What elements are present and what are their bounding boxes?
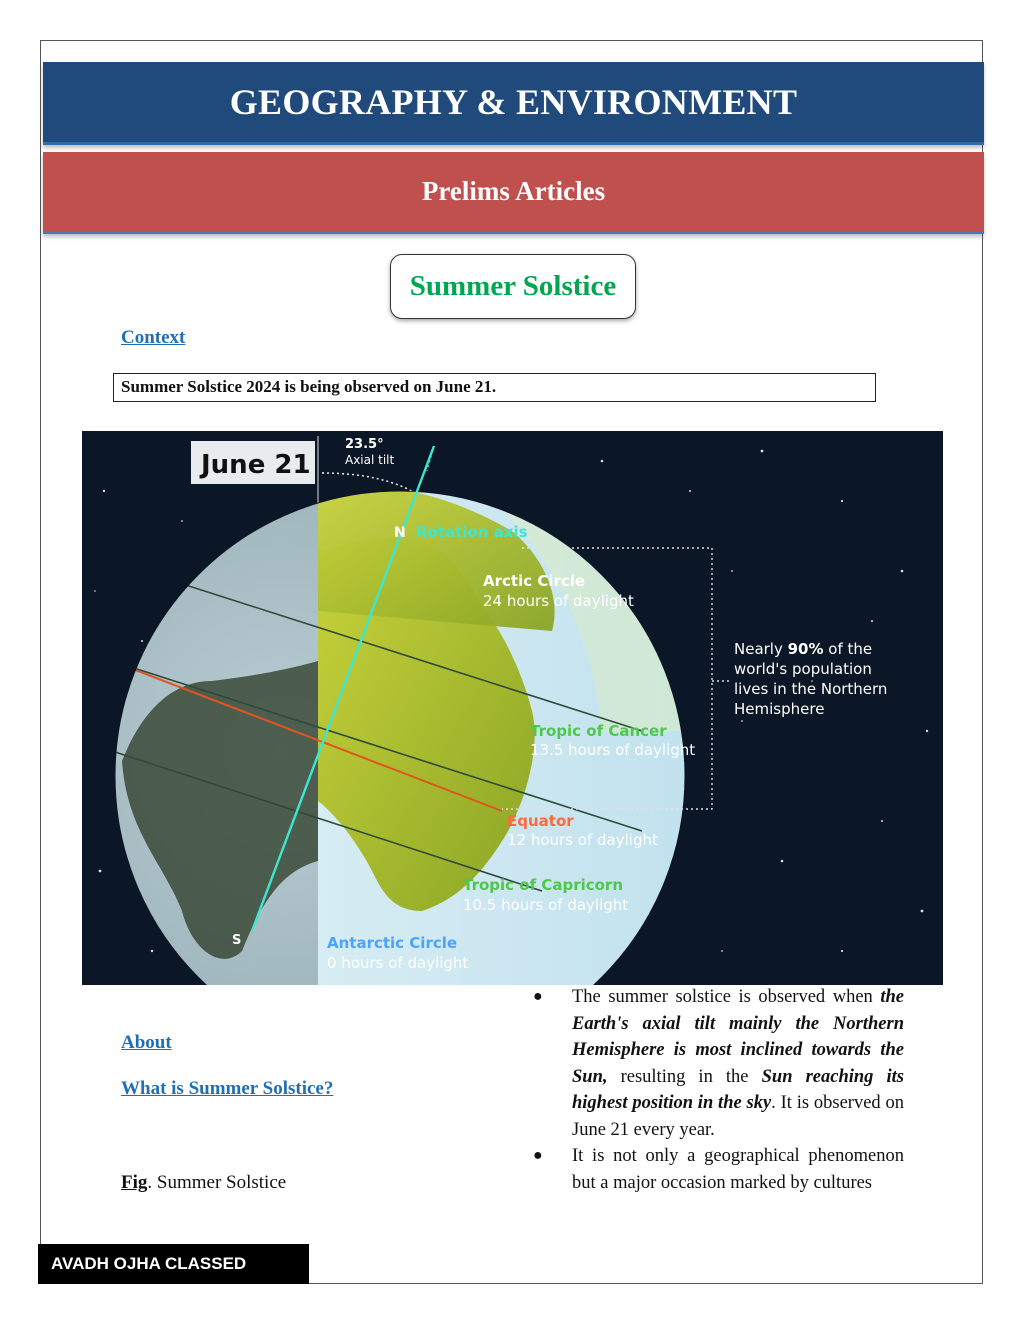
- capricorn-sub: 10.5 hours of daylight: [463, 896, 629, 914]
- topic-title-box: [390, 254, 636, 319]
- figure-caption: [121, 1172, 286, 1194]
- tilt-label: Axial tilt: [345, 453, 395, 467]
- capricorn-title: Tropic of Capricorn: [463, 876, 624, 894]
- about-link[interactable]: About: [121, 1032, 172, 1053]
- population-line1: Nearly 90% of the: [734, 640, 873, 658]
- cancer-sub: 13.5 hours of daylight: [530, 741, 696, 759]
- list-item: ● The summer solstice is observed when the Earth's axial tilt mainly the Northern Hemisphere is most inclined towards the Sun, resulting in the Sun reaching its highest position in the sky. It is observed on June 21 every year.: [530, 984, 904, 1143]
- antarctic-sub: 0 hours of daylight: [327, 954, 469, 972]
- footer-brand-text: AVADH OJHA CLASSED: [51, 1254, 247, 1273]
- tilt-value: 23.5°: [345, 437, 384, 452]
- arctic-title: Arctic Circle: [483, 572, 586, 590]
- subtitle-banner: [43, 152, 984, 234]
- section-title: GEOGRAPHY & ENVIRONMENT: [229, 82, 798, 122]
- footer-brand: [38, 1244, 309, 1284]
- rotation-axis-label: Rotation axis: [416, 523, 528, 541]
- section-title-banner: [43, 62, 984, 145]
- population-line3: lives in the Northern: [734, 680, 888, 698]
- equator-title: Equator: [507, 812, 574, 830]
- context-link[interactable]: Context: [121, 327, 186, 348]
- cancer-title: Tropic of Cancer: [530, 722, 667, 740]
- population-line4: Hemisphere: [734, 700, 825, 718]
- solstice-figure: [82, 431, 943, 985]
- arctic-sub: 24 hours of daylight: [483, 592, 634, 610]
- subtitle: Prelims Articles: [421, 176, 606, 206]
- list-item: ● It is not only a geographical phenomenon but a major occasion marked by cultures: [530, 1143, 904, 1196]
- population-line2: world's population: [734, 660, 872, 678]
- topic-title: Summer Solstice: [409, 270, 617, 302]
- context-box: Summer Solstice 2024 is being observed on June 21.: [113, 373, 876, 402]
- date-badge: [191, 441, 315, 484]
- fig-caption-text: . Summer Solstice: [147, 1172, 287, 1193]
- bullet-dot: ●: [533, 988, 543, 1005]
- north-label: N: [394, 525, 406, 541]
- what-is-summer-solstice-link[interactable]: What is Summer Solstice?: [121, 1078, 334, 1099]
- bullet-list: [530, 984, 904, 1196]
- fig-label: Fig: [121, 1172, 148, 1193]
- date-label: June 21: [201, 450, 311, 480]
- bullet-dot: ●: [533, 1147, 543, 1164]
- south-label: S: [232, 933, 242, 948]
- antarctic-title: Antarctic Circle: [327, 934, 458, 952]
- equator-sub: 12 hours of daylight: [507, 831, 658, 849]
